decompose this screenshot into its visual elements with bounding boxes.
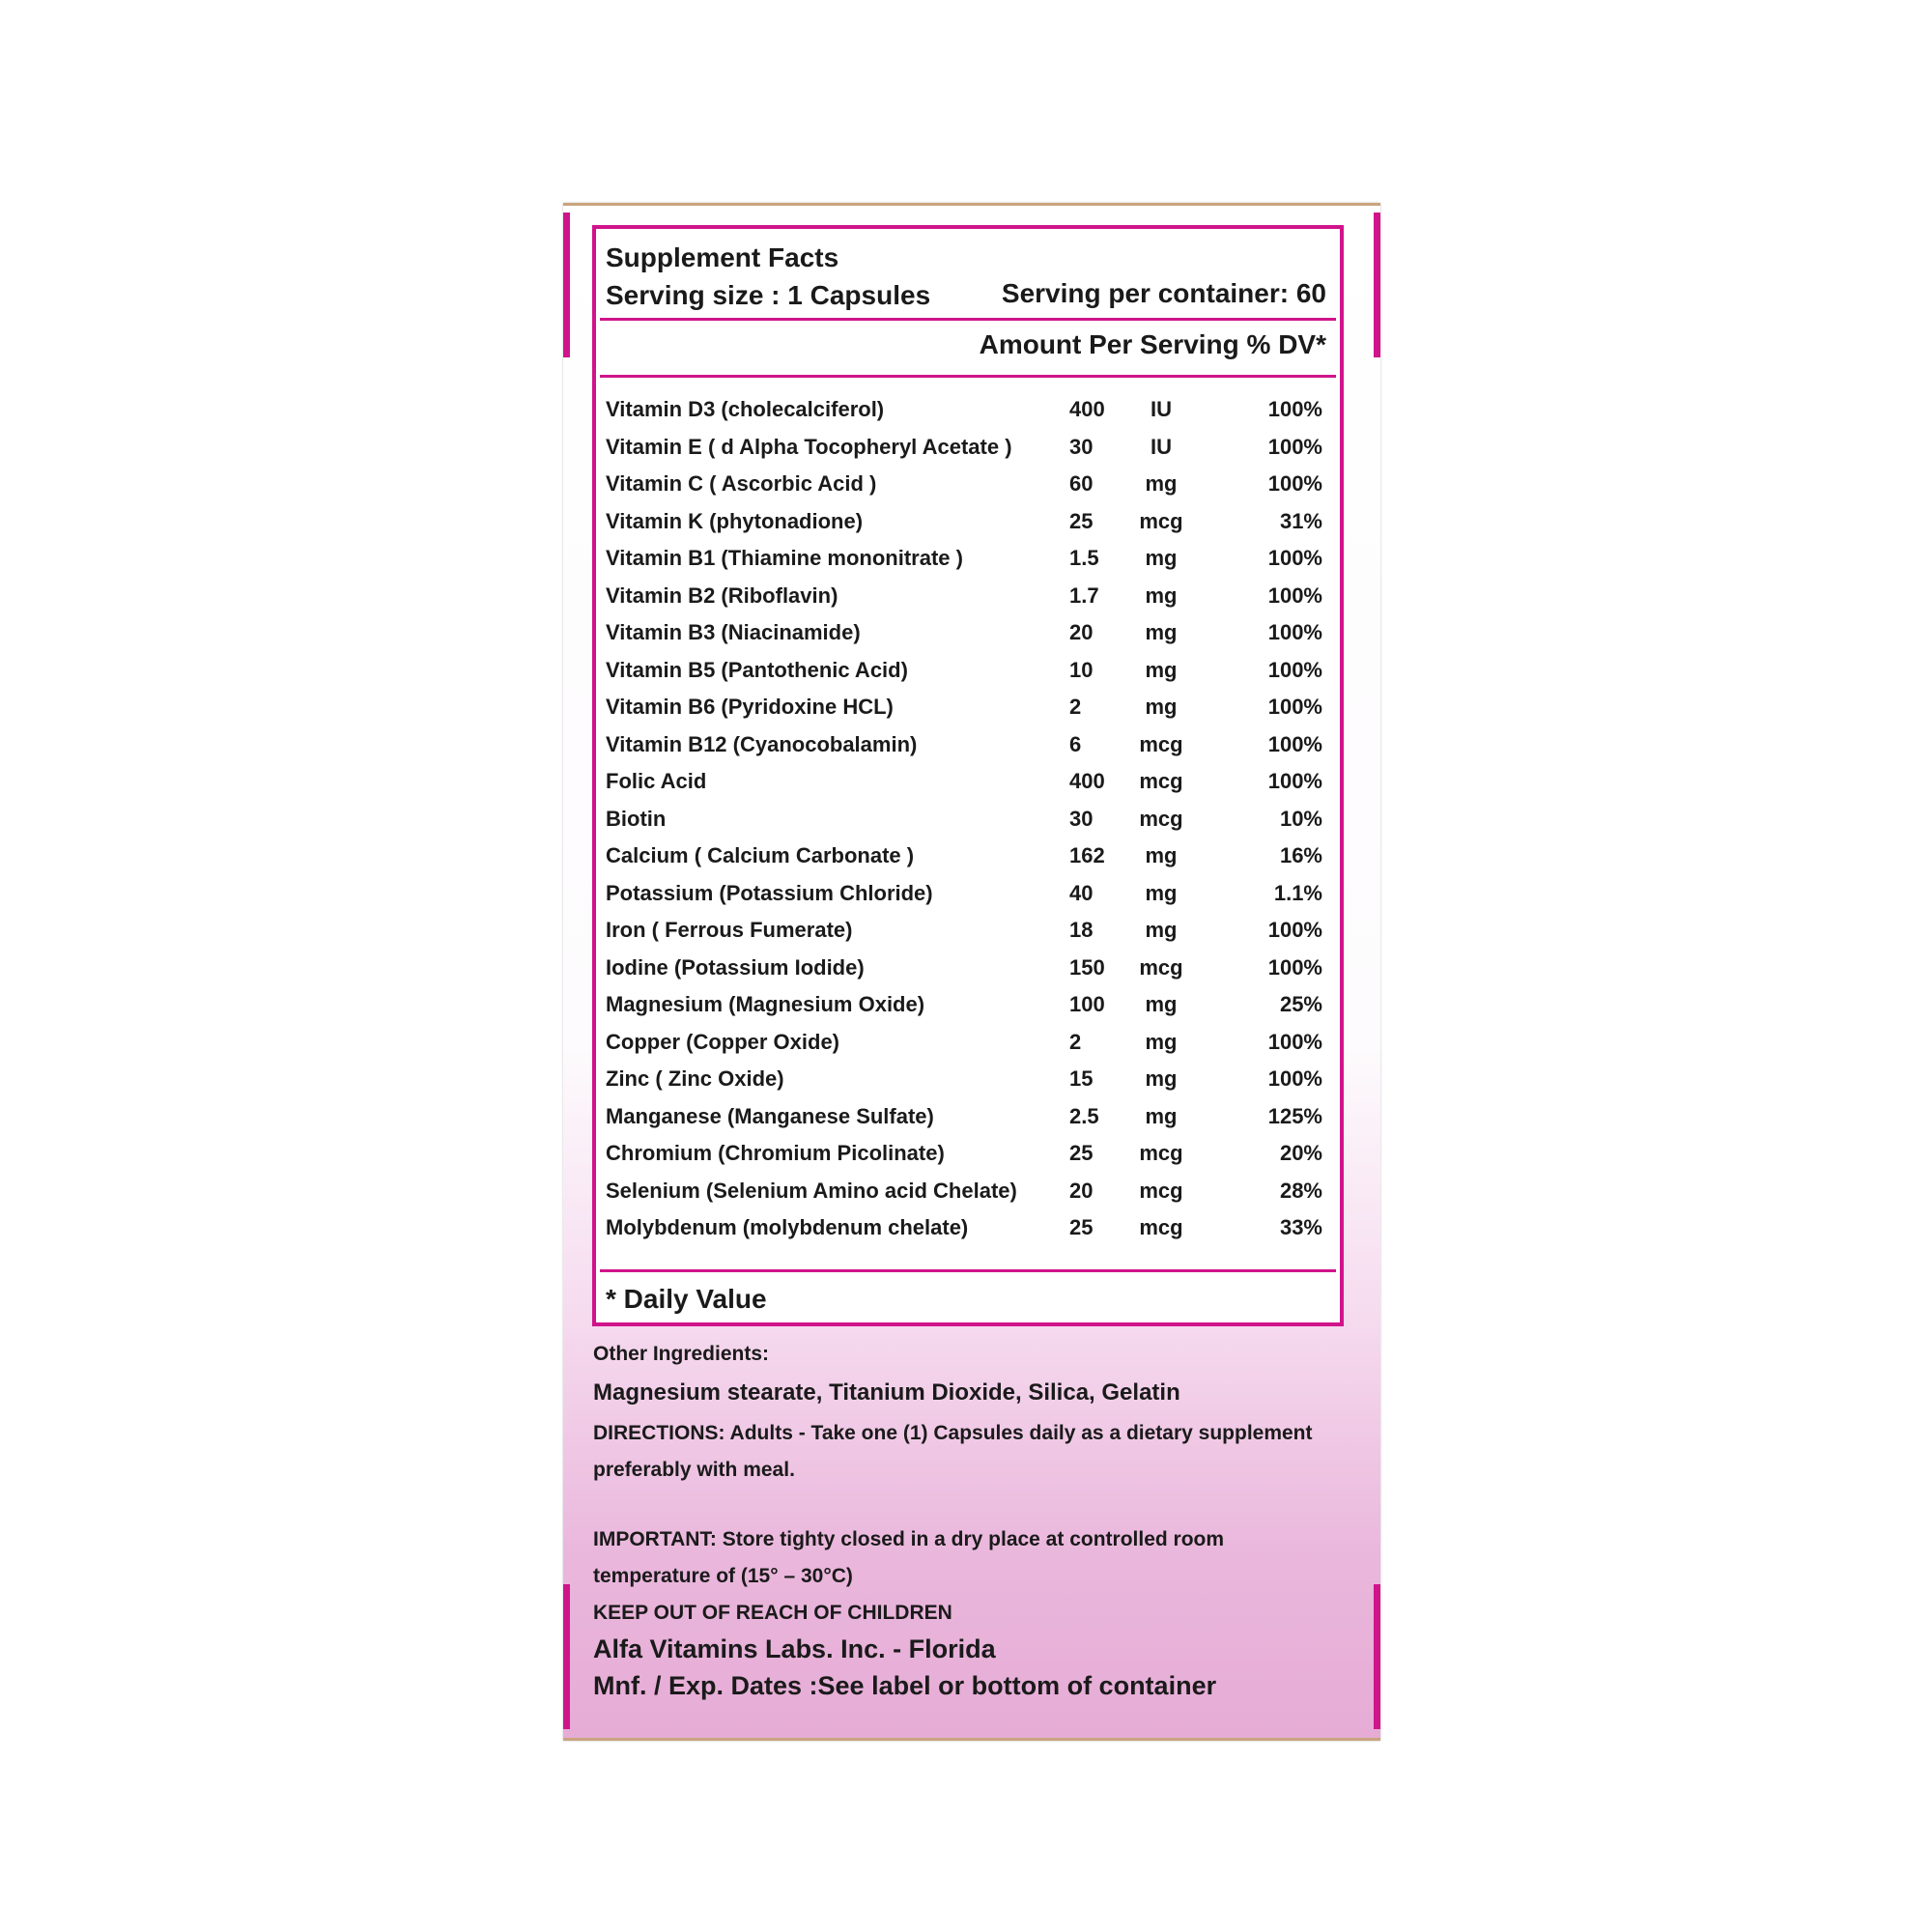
nutrient-amount: 2 (1069, 695, 1082, 719)
nutrient-name: Vitamin B2 (Riboflavin) (606, 582, 838, 608)
nutrient-amount: 2.5 (1069, 1103, 1099, 1128)
serving-per-container: Serving per container: 60 (1001, 278, 1326, 308)
nutrient-amount: 10 (1069, 657, 1094, 682)
directions-line-1: DIRECTIONS: Adults - Take one (1) Capsules daily as a dietary supplement (593, 1422, 1313, 1444)
nutrient-name: Vitamin B3 (Niacinamide) (606, 620, 861, 644)
nutrient-amount: 25 (1069, 1215, 1094, 1239)
nutrient-unit: IU (1151, 397, 1172, 421)
nutrient-name: Vitamin C ( Ascorbic Acid ) (606, 471, 877, 496)
nutrient-row (606, 1061, 1330, 1098)
nutrient-dv: 125% (1267, 1103, 1322, 1128)
nutrient-row (606, 689, 1330, 726)
nutrient-amount: 15 (1069, 1066, 1094, 1091)
nutrient-amount: 2 (1069, 1029, 1082, 1054)
nutrient-row (606, 986, 1330, 1024)
nutrient-unit: mcg (1139, 1178, 1183, 1203)
nutrient-amount: 40 (1069, 880, 1094, 905)
nutrient-dv: 100% (1267, 1029, 1322, 1054)
nutrient-row (606, 614, 1330, 652)
nutrient-name: Folic Acid (606, 769, 707, 793)
nutrient-name: Zinc ( Zinc Oxide) (606, 1066, 784, 1091)
nutrient-amount: 400 (1069, 397, 1105, 421)
nutrient-name: Copper (Copper Oxide) (606, 1029, 840, 1054)
nutrient-dv: 100% (1267, 954, 1322, 980)
box-edge-stripe (1374, 1584, 1380, 1729)
nutrient-dv: 100% (1267, 471, 1322, 496)
box-edge-stripe (563, 1584, 570, 1729)
nutrient-name: Potassium (Potassium Chloride) (606, 880, 933, 905)
nutrient-row (606, 1135, 1330, 1173)
nutrient-name: Vitamin D3 (cholecalciferol) (606, 397, 885, 421)
nutrient-unit: mg (1145, 1066, 1178, 1091)
nutrient-name: Calcium ( Calcium Carbonate ) (606, 843, 915, 867)
directions-line-2: preferably with meal. (593, 1459, 795, 1481)
nutrient-row (606, 466, 1330, 503)
nutrient-amount: 150 (1069, 954, 1105, 980)
nutrient-name: Vitamin B6 (Pyridoxine HCL) (606, 695, 894, 719)
divider (600, 1269, 1336, 1272)
box-edge-stripe (1374, 213, 1380, 357)
nutrient-row (606, 578, 1330, 615)
nutrient-unit: mg (1145, 918, 1178, 942)
nutrient-amount: 25 (1069, 1141, 1094, 1165)
nutrient-amount: 20 (1069, 1178, 1094, 1203)
nutrient-dv: 31% (1279, 508, 1322, 533)
nutrient-row (606, 875, 1330, 913)
divider (600, 375, 1336, 378)
nutrient-name: Vitamin B12 (Cyanocobalamin) (606, 731, 918, 756)
nutrient-unit: mg (1145, 1103, 1178, 1128)
nutrient-dv: 100% (1267, 582, 1322, 608)
nutrient-dv: 100% (1267, 731, 1322, 756)
nutrient-dv: 28% (1279, 1178, 1322, 1203)
nutrient-name: Vitamin B1 (Thiamine mononitrate ) (606, 546, 963, 570)
nutrient-unit: mg (1145, 582, 1178, 608)
nutrient-dv: 33% (1279, 1215, 1322, 1239)
nutrient-dv: 100% (1267, 546, 1322, 570)
divider (600, 318, 1336, 321)
nutrient-unit: mg (1145, 620, 1178, 644)
nutrient-unit: mg (1145, 992, 1178, 1016)
important-line-1: IMPORTANT: Store tighty closed in a dry place at controlled room (593, 1528, 1225, 1550)
nutrient-name: Chromium (Chromium Picolinate) (606, 1141, 945, 1165)
mfg-exp-dates: Mnf. / Exp. Dates :See label or bottom of container (593, 1671, 1217, 1700)
nutrient-row (606, 540, 1330, 578)
other-ingredients-label: Other Ingredients: (593, 1343, 770, 1365)
nutrient-row (606, 429, 1330, 467)
nutrient-table (606, 391, 1330, 1247)
nutrient-name: Selenium (Selenium Amino acid Chelate) (606, 1178, 1017, 1203)
nutrient-row (606, 912, 1330, 950)
nutrient-name: Iron ( Ferrous Fumerate) (606, 918, 853, 942)
nutrient-dv: 1.1% (1273, 880, 1322, 905)
nutrient-amount: 1.5 (1069, 546, 1099, 570)
nutrient-unit: mg (1145, 546, 1178, 570)
nutrient-dv: 100% (1267, 695, 1322, 719)
nutrient-name: Biotin (606, 806, 667, 831)
nutrient-amount: 100 (1069, 992, 1105, 1016)
nutrient-dv: 100% (1267, 1066, 1322, 1091)
amount-header: Amount Per Serving % DV* (979, 329, 1326, 359)
other-ingredients: Magnesium stearate, Titanium Dioxide, Silica, Gelatin (593, 1379, 1180, 1406)
nutrient-name: Iodine (Potassium Iodide) (606, 954, 865, 980)
nutrient-unit: mcg (1139, 806, 1183, 831)
nutrient-amount: 400 (1069, 769, 1105, 793)
nutrient-row (606, 1173, 1330, 1210)
facts-title: Supplement Facts (606, 242, 839, 272)
nutrient-name: Vitamin E ( d Alpha Tocopheryl Acetate ) (606, 434, 1012, 459)
nutrient-amount: 18 (1069, 918, 1094, 942)
nutrient-name: Vitamin K (phytonadione) (606, 508, 864, 533)
nutrient-dv: 25% (1279, 992, 1322, 1016)
nutrient-amount: 60 (1069, 471, 1094, 496)
nutrient-row (606, 503, 1330, 541)
nutrient-amount: 30 (1069, 434, 1094, 459)
nutrient-amount: 6 (1069, 731, 1082, 756)
nutrient-unit: mcg (1139, 508, 1183, 533)
nutrient-name: Magnesium (Magnesium Oxide) (606, 992, 925, 1016)
nutrient-row (606, 1024, 1330, 1062)
nutrient-unit: mg (1145, 843, 1178, 867)
nutrient-name: Manganese (Manganese Sulfate) (606, 1103, 934, 1128)
nutrient-row (606, 838, 1330, 875)
nutrient-unit: mg (1145, 695, 1178, 719)
nutrient-unit: mg (1145, 471, 1178, 496)
nutrient-unit: mg (1145, 1029, 1178, 1054)
nutrient-unit: mcg (1139, 1215, 1183, 1239)
nutrient-amount: 20 (1069, 620, 1094, 644)
important-line-2: temperature of (15° – 30°C) (593, 1565, 853, 1587)
daily-value-footnote: * Daily Value (606, 1284, 767, 1314)
manufacturer: Alfa Vitamins Labs. Inc. - Florida (593, 1634, 996, 1663)
nutrient-row (606, 950, 1330, 987)
nutrient-amount: 162 (1069, 843, 1105, 867)
nutrient-row (606, 726, 1330, 764)
nutrient-dv: 100% (1267, 434, 1322, 459)
nutrient-unit: mcg (1139, 954, 1183, 980)
nutrient-amount: 25 (1069, 508, 1094, 533)
nutrient-row (606, 801, 1330, 838)
nutrient-row (606, 763, 1330, 801)
nutrient-name: Molybdenum (molybdenum chelate) (606, 1215, 969, 1239)
nutrient-row (606, 652, 1330, 690)
keep-out-warning: KEEP OUT OF REACH OF CHILDREN (593, 1602, 952, 1624)
nutrient-unit: mcg (1139, 1141, 1183, 1165)
nutrient-row (606, 1209, 1330, 1247)
box-edge-stripe (563, 213, 570, 357)
nutrient-dv: 10% (1279, 806, 1322, 831)
nutrient-dv: 100% (1267, 918, 1322, 942)
nutrient-row (606, 1098, 1330, 1136)
nutrient-unit: mcg (1139, 769, 1183, 793)
nutrient-unit: IU (1151, 434, 1172, 459)
nutrient-row (606, 391, 1330, 429)
nutrient-name: Vitamin B5 (Pantothenic Acid) (606, 657, 908, 682)
nutrient-amount: 1.7 (1069, 582, 1099, 608)
nutrient-dv: 20% (1279, 1141, 1322, 1165)
nutrient-dv: 100% (1267, 769, 1322, 793)
nutrient-dv: 100% (1267, 620, 1322, 644)
serving-size: Serving size : 1 Capsules (606, 280, 931, 310)
supplement-facts-panel (592, 225, 1344, 1326)
nutrient-dv: 100% (1267, 397, 1322, 421)
nutrient-amount: 30 (1069, 806, 1094, 831)
nutrient-unit: mg (1145, 657, 1178, 682)
nutrient-dv: 100% (1267, 657, 1322, 682)
nutrient-unit: mcg (1139, 731, 1183, 756)
nutrient-dv: 16% (1279, 843, 1322, 867)
nutrient-unit: mg (1145, 880, 1178, 905)
